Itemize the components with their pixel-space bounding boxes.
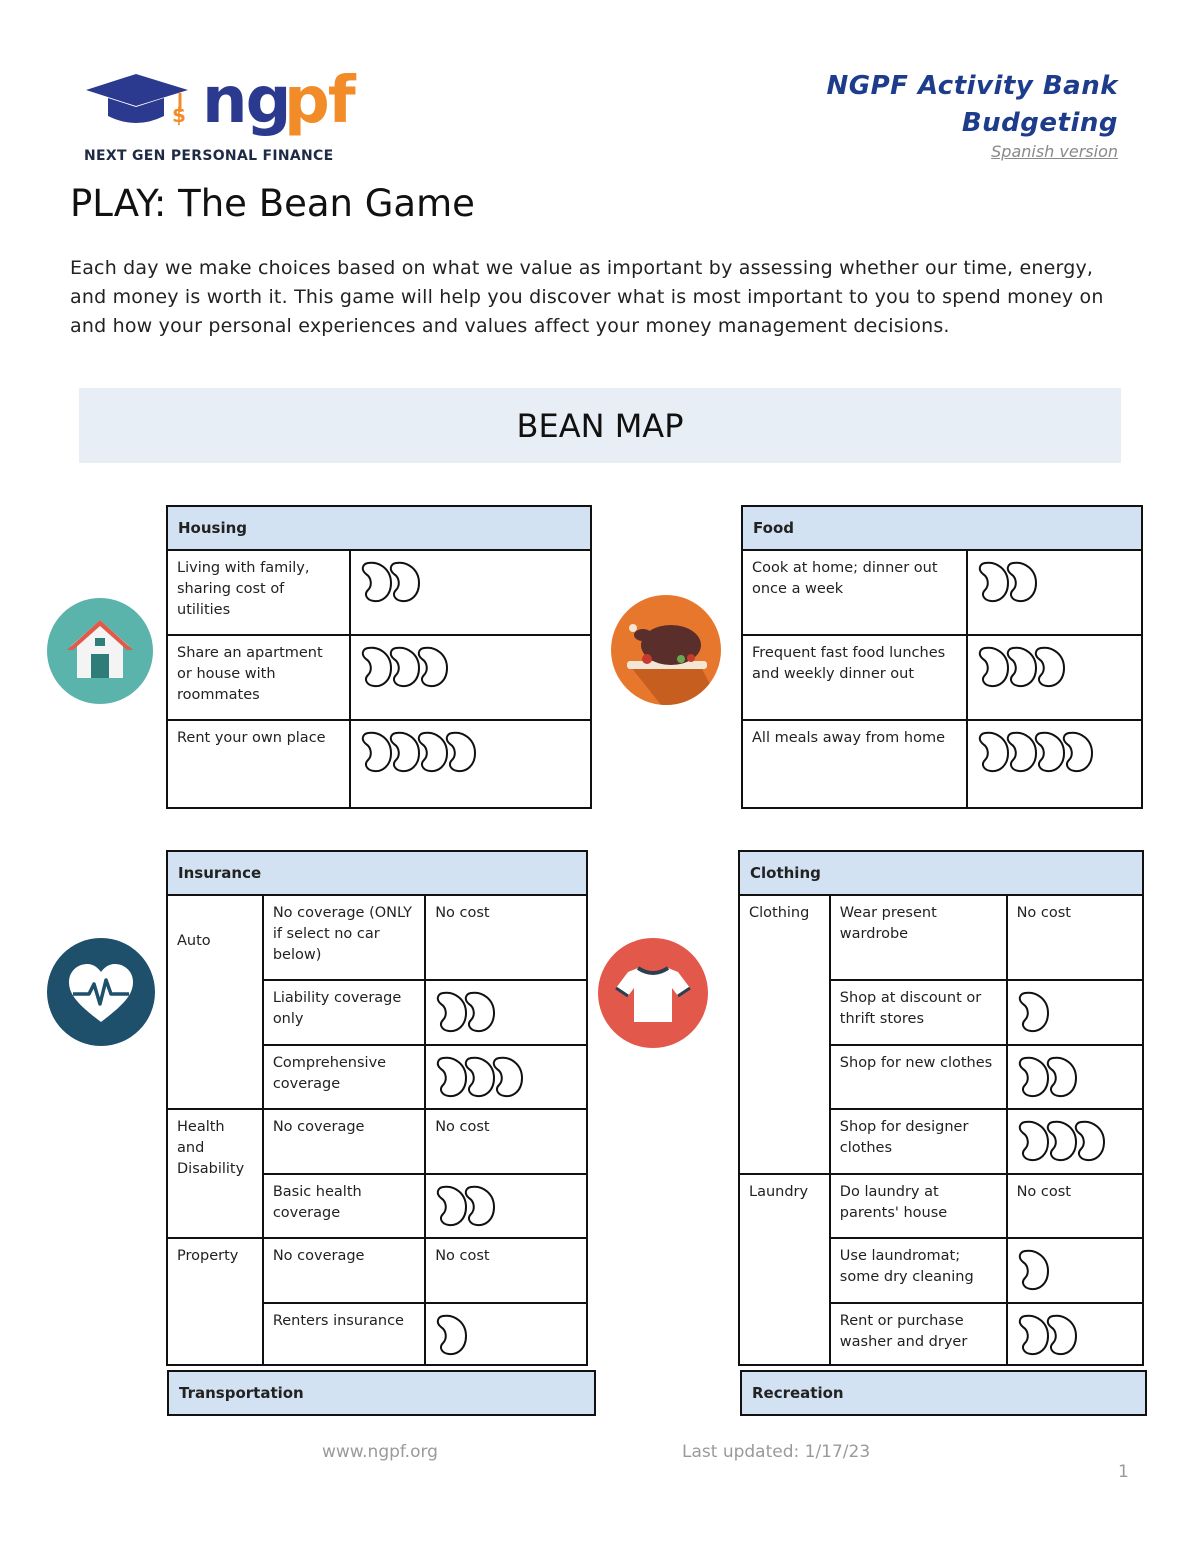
bean-icon	[1061, 730, 1095, 774]
bean-count	[1017, 924, 1133, 926]
insurance-group-auto: Auto	[167, 895, 263, 1109]
bean-icon	[1073, 1119, 1107, 1163]
insurance-option-cost: No cost	[425, 1238, 587, 1303]
insurance-option-label: No coverage (ONLY if select no car below)	[263, 895, 425, 980]
insurance-table	[166, 850, 588, 1366]
insurance-option-cost	[425, 1045, 587, 1109]
clothing-option-cost: No cost	[1007, 1174, 1143, 1238]
recreation-table	[740, 1370, 1147, 1416]
food-heading: Food	[742, 506, 1142, 550]
bean-count	[1017, 1311, 1133, 1357]
bean-icon	[1045, 1313, 1079, 1357]
tshirt-icon	[598, 938, 708, 1048]
bean-count	[977, 728, 1132, 774]
insurance-group-health: Health and Disability	[167, 1109, 263, 1238]
insurance-option-label: Basic health coverage	[263, 1174, 425, 1238]
logo-tagline: NEXT GEN PERSONAL FINANCE	[84, 148, 334, 164]
housing-table	[166, 505, 592, 809]
bean-icon	[1017, 990, 1051, 1034]
food-option-label: Cook at home; dinner out once a week	[742, 550, 967, 635]
bean-icon	[1017, 1248, 1051, 1292]
bean-icon	[463, 1184, 497, 1228]
activity-bank-title: NGPF Activity Bank	[826, 71, 1118, 101]
spanish-version-link[interactable]: Spanish version	[991, 142, 1118, 161]
svg-text:$: $	[172, 103, 186, 127]
page-title: PLAY: The Bean Game	[70, 182, 475, 225]
insurance-option-label: Liability coverage only	[263, 980, 425, 1045]
bean-count	[360, 558, 581, 604]
turkey-dinner-icon	[611, 595, 721, 705]
bean-map-banner: BEAN MAP	[79, 388, 1121, 463]
insurance-option-cost	[425, 1303, 587, 1365]
food-option-label: All meals away from home	[742, 720, 967, 808]
clothing-option-cost	[1007, 1238, 1143, 1303]
footer-last-updated: Last updated: 1/17/23	[682, 1442, 871, 1462]
bean-count	[435, 1267, 577, 1269]
svg-text:ng: ng	[202, 64, 290, 138]
clothing-option-label: Do laundry at parents' house	[830, 1174, 1007, 1238]
bean-icon	[1005, 560, 1039, 604]
clothing-option-cost	[1007, 1045, 1143, 1109]
transportation-heading: Transportation	[168, 1371, 595, 1415]
bean-icon	[463, 990, 497, 1034]
insurance-option-cost	[425, 1174, 587, 1238]
insurance-option-cost: No cost	[425, 1109, 587, 1174]
bean-count	[1017, 1246, 1133, 1292]
house-icon	[47, 598, 153, 704]
bean-icon	[416, 645, 450, 689]
food-option-label: Frequent fast food lunches and weekly dinner out	[742, 635, 967, 720]
bean-icon	[491, 1055, 525, 1099]
bean-count	[977, 558, 1132, 604]
bean-count	[1017, 988, 1133, 1034]
topic-title: Budgeting	[961, 108, 1118, 138]
food-table	[741, 505, 1143, 809]
bean-count	[1017, 1117, 1133, 1163]
housing-option-label: Living with family, sharing cost of utilities	[167, 550, 350, 635]
clothing-table	[738, 850, 1144, 1366]
bean-count	[1017, 1053, 1133, 1099]
clothing-option-label: Shop for new clothes	[830, 1045, 1007, 1109]
bean-count	[435, 988, 577, 1034]
bean-count	[1017, 1203, 1133, 1205]
bean-count	[435, 1053, 577, 1099]
clothing-option-cost	[1007, 980, 1143, 1045]
intro-paragraph: Each day we make choices based on what we value as important by assessing whether our time, energy, and money is worth it. This game will help you discover what is most important to you to spend money on and how your personal experiences and values affect your money management decisions.	[70, 257, 1104, 337]
bean-count	[977, 643, 1132, 689]
insurance-option-cost: No cost	[425, 895, 587, 980]
bean-count	[360, 728, 581, 774]
clothing-group-clothing: Clothing	[739, 895, 830, 1174]
recreation-heading: Recreation	[741, 1371, 1146, 1415]
bean-icon	[1033, 645, 1067, 689]
clothing-group-laundry: Laundry	[739, 1174, 830, 1365]
clothing-option-label: Rent or purchase washer and dryer	[830, 1303, 1007, 1365]
bean-count	[435, 924, 577, 926]
bean-count	[360, 643, 581, 689]
bean-count	[435, 1138, 577, 1140]
housing-heading: Housing	[167, 506, 591, 550]
clothing-option-label: Use laundromat; some dry cleaning	[830, 1238, 1007, 1303]
clothing-option-cost: No cost	[1007, 895, 1143, 980]
bean-icon	[1045, 1055, 1079, 1099]
insurance-option-label: No coverage	[263, 1109, 425, 1174]
bean-icon	[435, 1313, 469, 1357]
insurance-option-label: No coverage	[263, 1238, 425, 1303]
clothing-option-label: Shop for designer clothes	[830, 1109, 1007, 1174]
svg-text:pf: pf	[284, 64, 354, 138]
bean-count	[435, 1311, 577, 1357]
transportation-table	[167, 1370, 596, 1416]
clothing-heading: Clothing	[739, 851, 1143, 895]
clothing-option-label: Shop at discount or thrift stores	[830, 980, 1007, 1045]
heartbeat-icon	[47, 938, 155, 1046]
bean-icon	[388, 560, 422, 604]
clothing-option-cost	[1007, 1109, 1143, 1174]
housing-option-label: Rent your own place	[167, 720, 350, 808]
housing-option-label: Share an apartment or house with roommates	[167, 635, 350, 720]
header-right	[827, 68, 1119, 162]
footer-url-link[interactable]: www.ngpf.org	[322, 1442, 438, 1462]
insurance-option-label: Renters insurance	[263, 1303, 425, 1365]
insurance-option-label: Comprehensive coverage	[263, 1045, 425, 1109]
graduation-cap-icon	[84, 60, 384, 150]
bean-icon	[444, 730, 478, 774]
bean-count	[435, 1182, 577, 1228]
page-number: 1	[1118, 1462, 1129, 1482]
insurance-group-property: Property	[167, 1238, 263, 1365]
insurance-heading: Insurance	[167, 851, 587, 895]
clothing-option-cost	[1007, 1303, 1143, 1365]
insurance-option-cost	[425, 980, 587, 1045]
clothing-option-label: Wear present wardrobe	[830, 895, 1007, 980]
